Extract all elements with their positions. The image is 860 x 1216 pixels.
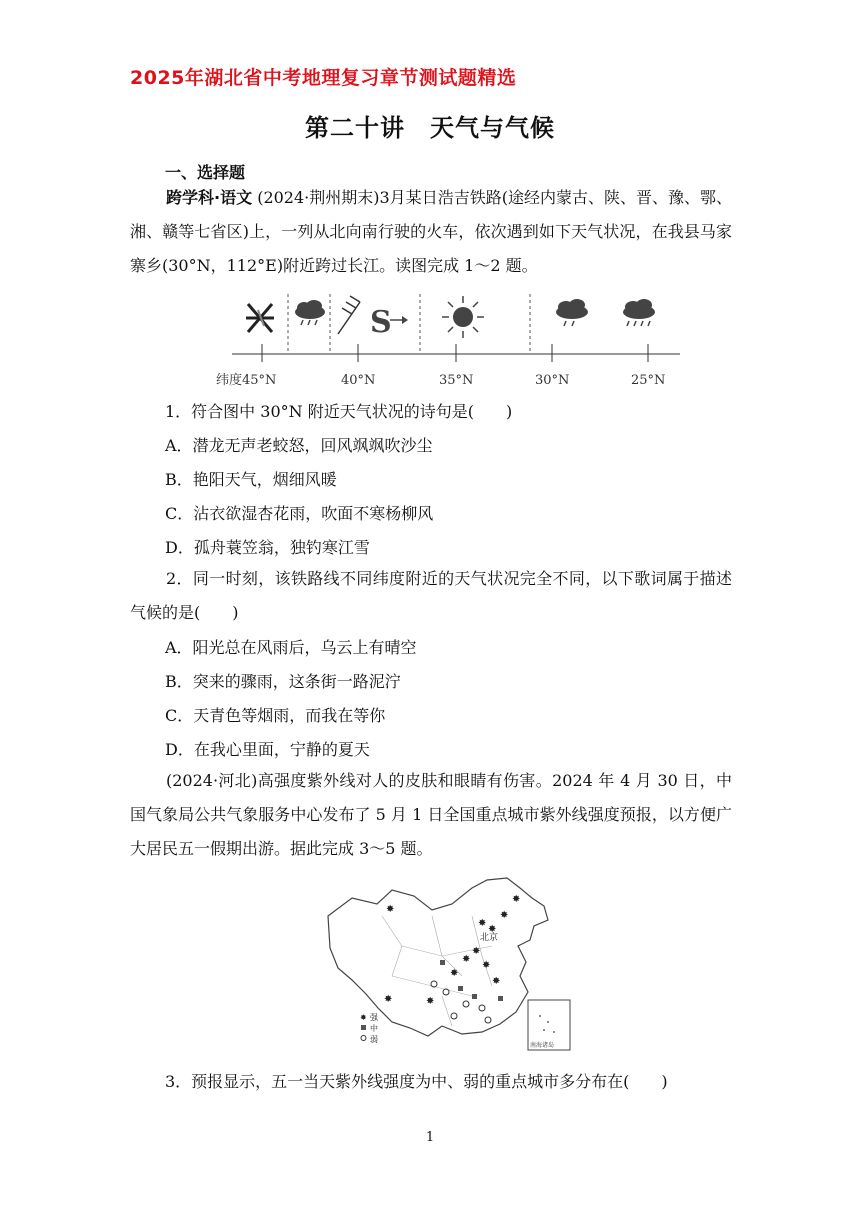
svg-text:✸: ✸ — [360, 1013, 367, 1022]
tick-label: 30°N — [535, 373, 570, 388]
svg-text:✸: ✸ — [384, 994, 393, 1005]
question-3-stem: 3．预报显示，五一当天紫外线强度为中、弱的重点城市多分布在( ) — [165, 1072, 668, 1091]
tick-label: 35°N — [439, 373, 474, 388]
question-1-stem: 1．符合图中 30°N 附近天气状况的诗句是( ) — [165, 402, 513, 421]
svg-text:✸: ✸ — [512, 894, 521, 905]
legend-medium: 中 — [370, 1024, 378, 1033]
cross-subject-tag: 跨学科·语文 — [166, 188, 253, 207]
intro-paragraph-1 — [130, 181, 732, 283]
question-1-option: C．沾衣欲湿杏花雨，吹面不寒杨柳风 — [165, 504, 434, 523]
svg-text:✸: ✸ — [462, 954, 471, 965]
axis-label: 纬度45°N — [216, 373, 277, 388]
light-rain-icon — [556, 299, 588, 326]
page-number: 1 — [425, 1130, 435, 1145]
question-1-option: A．潜龙无声老蛟怒，回风飒飒吹沙尘 — [165, 436, 433, 455]
question-2-stem: 2．同一时刻，该铁路线不同纬度附近的天气状况完全不同，以下歌词属于描述气候的是( ) — [130, 569, 732, 622]
wind-icon — [338, 296, 360, 334]
intro-paragraph-2: (2024·河北)高强度紫外线对人的皮肤和眼睛有伤害。2024 年 4 月 30 日，中国气象局公共气象服务中心发布了 5 月 1 日全国重点城市紫外线强度预报，以方便广大居民五一假期出游。据此完成 3～5 题。 — [130, 771, 732, 858]
question-1-option: D．孤舟蓑笠翁，独钓寒江雪 — [165, 538, 370, 557]
svg-text:✸: ✸ — [426, 996, 435, 1007]
sun-icon — [442, 296, 484, 338]
intro-text-1: (2024·荆州期末)3月某日浩吉铁路(途经内蒙古、陕、晋、豫、鄂、湘、赣等七省区)上，一列从北向南行驶的火车，依次遇到如下天气状况，在我县马家寨乡(30°N，112°E)附近跨过长江。读图完成 1～2 题。 — [130, 188, 732, 275]
beijing-label: 北京 — [480, 933, 499, 943]
legend-strong: 强 — [370, 1013, 378, 1022]
svg-text:S: S — [370, 305, 392, 340]
moderate-rain-icon — [623, 299, 655, 326]
cloudy-rain-icon — [295, 300, 325, 325]
svg-text:✸: ✸ — [488, 924, 497, 935]
section-heading: 一、选择题 — [165, 163, 246, 182]
legend-weak: 弱 — [370, 1035, 378, 1044]
document-header: 2025年湖北省中考地理复习章节测试题精选 — [130, 67, 517, 89]
china-uv-map — [322, 876, 572, 1056]
sandstorm-icon — [246, 304, 274, 332]
svg-text:✸: ✸ — [492, 976, 501, 987]
svg-text:✸: ✸ — [386, 904, 395, 915]
inset-label: 南海诸岛 — [530, 1042, 555, 1049]
svg-text:✸: ✸ — [478, 918, 487, 929]
svg-text:✸: ✸ — [482, 960, 491, 971]
sandstorm-s-icon — [370, 305, 408, 340]
map-legend — [360, 1012, 379, 1044]
svg-text:✸: ✸ — [450, 968, 459, 979]
svg-text:✸: ✸ — [500, 910, 509, 921]
question-2-option: D．在我心里面，宁静的夏天 — [165, 740, 370, 759]
question-2-option: B．突来的骤雨，这条街一路泥泞 — [165, 672, 401, 691]
lecture-title: 第二十讲 天气与气候 — [305, 114, 555, 142]
tick-label: 40°N — [341, 373, 376, 388]
question-2-option: C．天青色等烟雨，而我在等你 — [165, 706, 386, 725]
svg-text:✸: ✸ — [472, 946, 481, 957]
weather-railway-figure — [210, 292, 690, 392]
tick-label: 25°N — [631, 373, 666, 388]
question-1-option: B．艳阳天气，烟细风暖 — [165, 470, 337, 489]
question-2-option: A．阳光总在风雨后，乌云上有晴空 — [165, 638, 417, 657]
